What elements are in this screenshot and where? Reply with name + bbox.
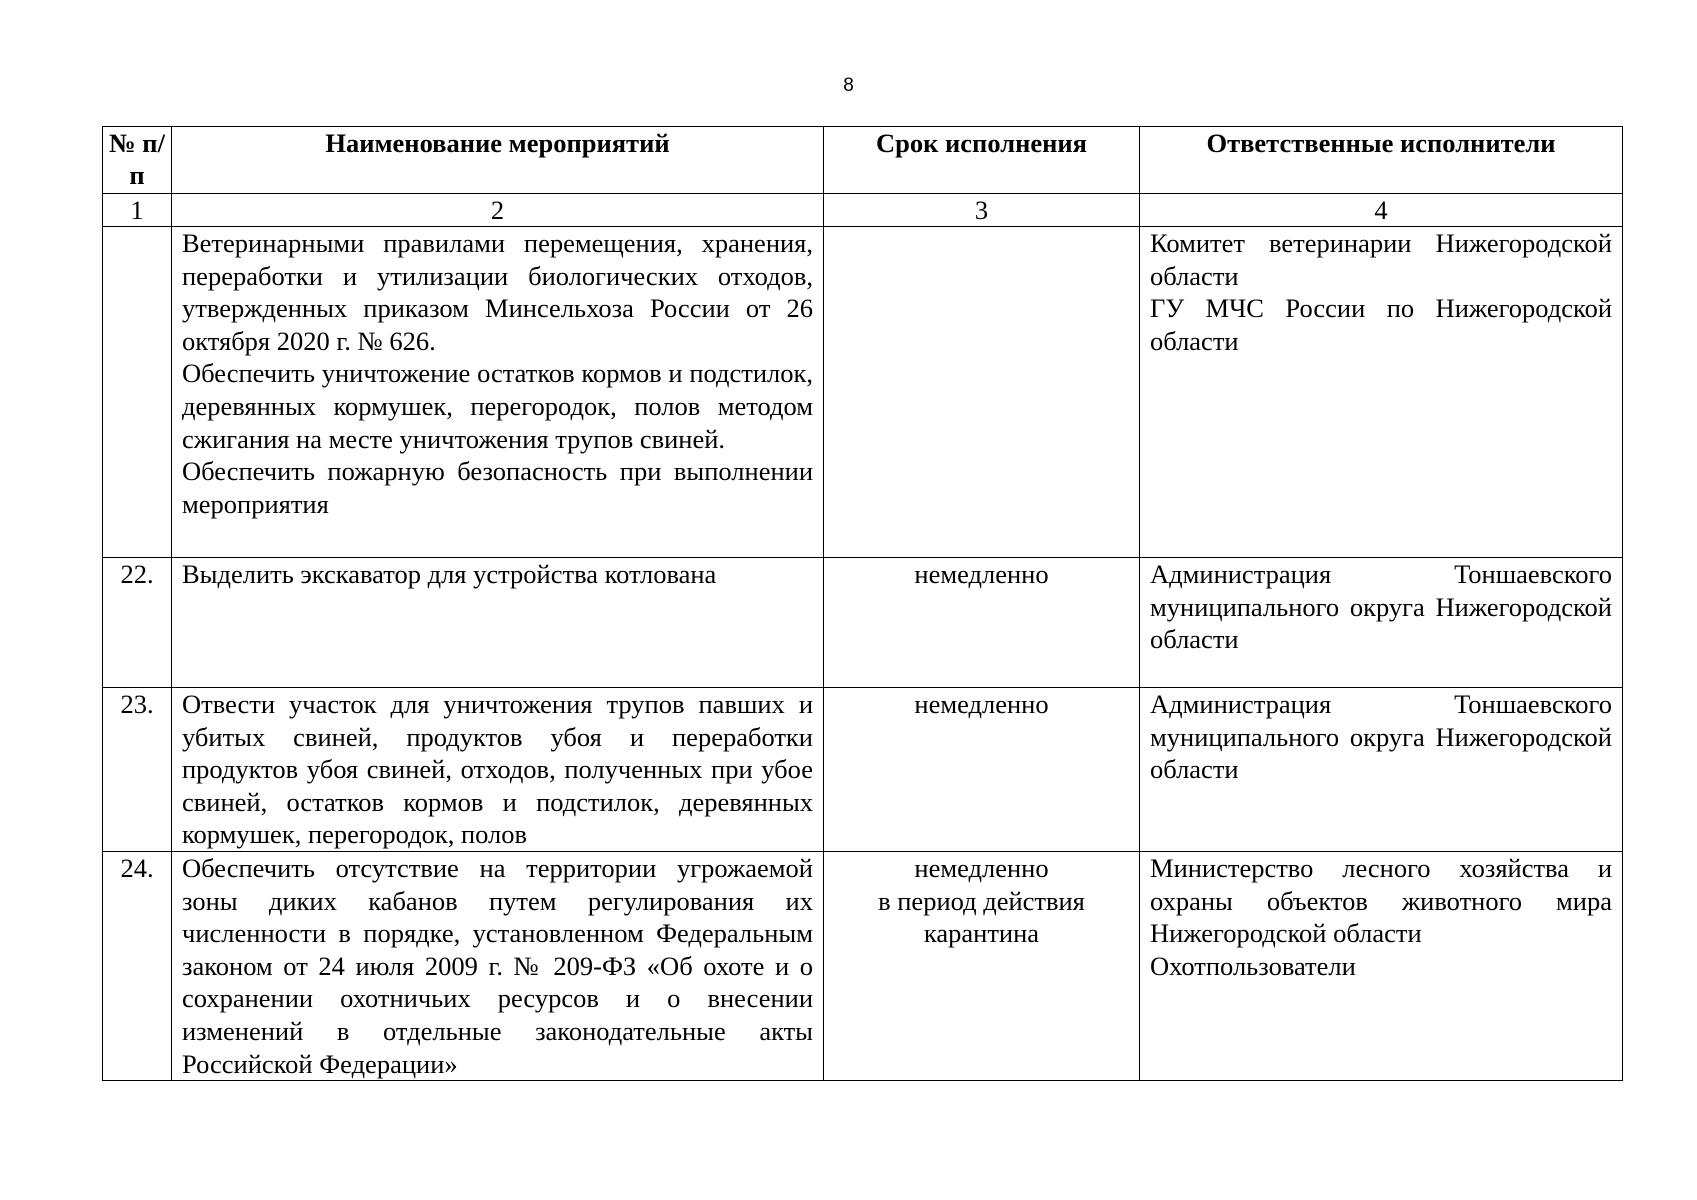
table-row (103, 688, 1623, 852)
header-deadline: Срок исполнения (824, 127, 1140, 194)
measure-paragraph: Выделить экскаватор для устройства котлована (182, 559, 717, 589)
measure-cell (172, 851, 824, 1080)
deadline-cell (824, 851, 1140, 1080)
responsible-line: Комитет ветеринарии Нижегородской области (1150, 228, 1612, 291)
responsible-cell (1140, 851, 1623, 1080)
row-number (103, 227, 172, 558)
deadline-cell (824, 558, 1140, 688)
row-number: 24. (103, 851, 172, 1080)
table-row (103, 851, 1623, 1080)
responsible-cell (1140, 227, 1623, 558)
deadline-line: в период действия карантина (878, 885, 1085, 949)
measures-table (102, 126, 1623, 1081)
responsible-line: Администрация Тоншаевского муниципального округа Нижегородской области (1150, 689, 1612, 785)
responsible-line: Охотпользователи (1150, 950, 1356, 981)
deadline-cell (824, 688, 1140, 852)
table-row (103, 227, 1623, 558)
measure-cell (172, 558, 824, 688)
column-number: 3 (824, 194, 1140, 227)
table-row (103, 558, 1623, 688)
measure-paragraph: Обеспечить уничтожение остатков кормов и подстилок, деревянных кормушек, перегородок, полов методом сжигания на месте уничтожения трупов свиней. (182, 358, 813, 454)
measure-paragraph: Обеспечить пожарную безопасность при выполнении мероприятия (182, 456, 813, 519)
measure-paragraph: Обеспечить отсутствие на территории угрожаемой зоны диких кабанов путем регулирования их численности в порядке, установленном Федеральным законом от 24 июля 2009 г. № 209-ФЗ «Об охоте и о сохранении охотничьих ресурсов и о внесении изменений в отдельные законодательные акты Российской Федерации» (182, 852, 813, 1079)
page-number: 8 (843, 75, 854, 96)
header-num: № п/п (103, 127, 172, 194)
measure-cell (172, 227, 824, 558)
row-number: 23. (103, 688, 172, 852)
column-number: 2 (172, 194, 824, 227)
header-name: Наименование мероприятий (172, 127, 824, 194)
deadline-line: немедленно (914, 559, 1049, 589)
responsible-line: Администрация Тоншаевского муниципального округа Нижегородской области (1150, 559, 1612, 655)
deadline-line: немедленно (914, 689, 1049, 719)
responsible-line: Министерство лесного хозяйства и охраны объектов животного мира Нижегородской области (1150, 852, 1612, 949)
responsible-line: ГУ МЧС России по Нижегородской области (1150, 293, 1612, 356)
responsible-cell (1140, 558, 1623, 688)
responsible-cell (1140, 688, 1623, 852)
measure-cell (172, 688, 824, 852)
deadline-line: немедленно (914, 852, 1049, 883)
deadline-cell (824, 227, 1140, 558)
row-number: 22. (103, 558, 172, 688)
table-header-row (103, 127, 1623, 194)
header-responsible: Ответственные исполнители (1140, 127, 1623, 194)
measure-paragraph: Ветеринарными правилами перемещения, хранения, переработки и утилизации биологических отходов, утвержденных приказом Минсельхоза России от 26 октября 2020 г. № 626. (182, 228, 813, 356)
column-number: 4 (1140, 194, 1623, 227)
column-number-row (103, 194, 1623, 227)
column-number: 1 (103, 194, 172, 227)
measure-paragraph: Отвести участок для уничтожения трупов павших и убитых свиней, продуктов убоя и переработки продуктов убоя свиней, отходов, полученных при убое свиней, остатков кормов и подстилок, деревянных кормушек, перегородок, полов (182, 689, 813, 850)
